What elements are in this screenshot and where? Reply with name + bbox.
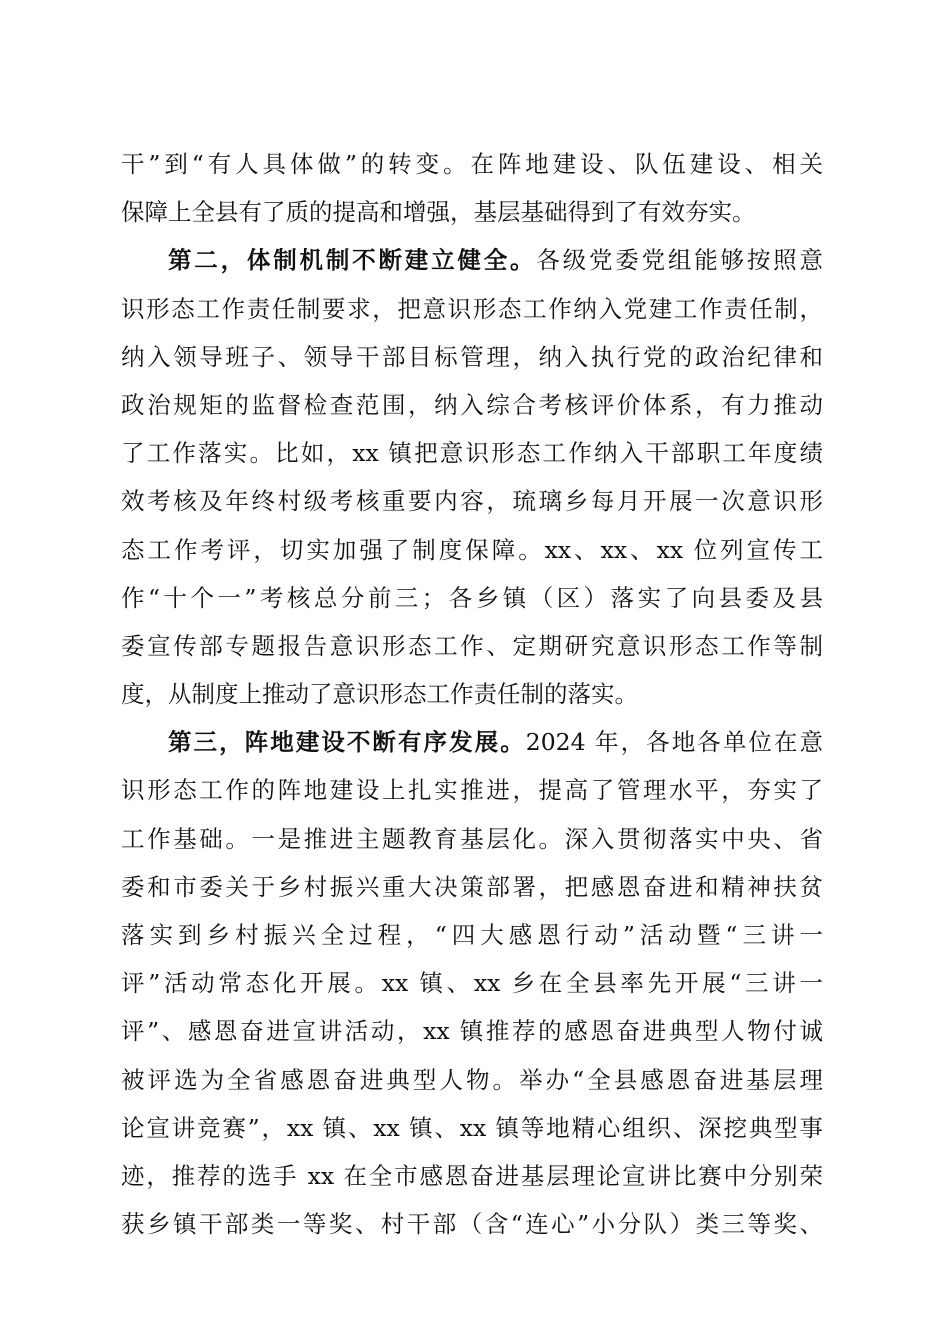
text-line: 论宣讲竞赛”，xx 镇、xx 镇、xx 镇等地精心组织、深挖典型事	[121, 1113, 823, 1142]
text-line: 度，从制度上推动了意识形态工作责任制的落实。	[121, 680, 638, 709]
text-line: 迹，推荐的选手 xx 在全市感恩奋进基层理论宣讲比赛中分别荣	[121, 1161, 823, 1190]
text-line: 落实到乡村振兴全过程，“四大感恩行动”活动暨“三讲一	[121, 921, 823, 949]
text-line: 了工作落实。比如，xx 镇把意识形态工作纳入干部职工年度绩	[121, 439, 823, 468]
document-body	[121, 140, 823, 1248]
text-line: 委和市委关于乡村振兴重大决策部署，把感恩奋进和精神扶贫	[121, 872, 823, 901]
text-line: 作“十个一”考核总分前三；各乡镇（区）落实了向县委及县	[121, 583, 823, 612]
text-line: 工作基础。一是推进主题教育基层化。深入贯彻落实中央、省	[121, 824, 823, 853]
text-line: 识形态工作的阵地建设上扎实推进，提高了管理水平，夯实了	[121, 776, 823, 805]
text-line: 委宣传部专题报告意识形态工作、定期研究意识形态工作等制	[121, 631, 823, 660]
text-line: 态工作考评，切实加强了制度保障。xx、xx、xx 位列宣传工	[121, 535, 823, 564]
text-line: 识形态工作责任制要求，把意识形态工作纳入党建工作责任制，	[121, 294, 823, 323]
paragraph-start-line	[121, 718, 823, 766]
text-line: 纳入领导班子、领导干部目标管理，纳入执行党的政治纪律和	[121, 342, 823, 371]
text-line: 政治规矩的监督检查范围，纳入综合考核评价体系，有力推动	[121, 390, 823, 419]
section-heading: 第二，体制机制不断建立健全。	[168, 246, 537, 275]
text-line: 获乡镇干部类一等奖、村干部（含“连心”小分队）类三等奖、	[121, 1210, 823, 1239]
text-line: 干”到“有人具体做”的转变。在阵地建设、队伍建设、相关	[121, 150, 823, 178]
text-run: 2024 年，各地各单位在意	[525, 728, 823, 757]
paragraph-start-line	[121, 236, 823, 284]
text-line: 评”、感恩奋进宣讲活动，xx 镇推荐的感恩奋进典型人物付诚	[121, 1017, 823, 1046]
text-run: 各级党委党组能够按照意	[536, 246, 823, 275]
text-line: 效考核及年终村级考核重要内容，琉璃乡每月开展一次意识形	[121, 487, 823, 516]
text-line: 被评选为全省感恩奋进典型人物。举办“全县感恩奋进基层理	[121, 1065, 823, 1094]
section-heading: 第三，阵地建设不断有序发展。	[168, 728, 526, 757]
text-line: 评”活动常态化开展。xx 镇、xx 乡在全县率先开展“三讲一	[121, 969, 823, 998]
text-line: 保障上全县有了质的提高和增强，基层基础得到了有效夯实。	[121, 198, 756, 227]
